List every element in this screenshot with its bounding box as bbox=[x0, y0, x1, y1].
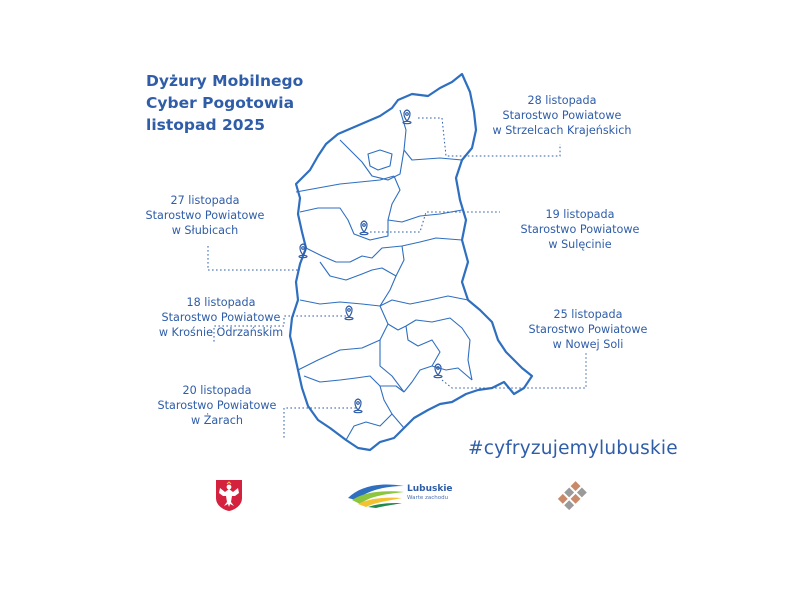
lubuskie-logo-name: Lubuskie bbox=[407, 484, 453, 494]
event-place: Starostwo Powiatowe bbox=[145, 209, 265, 222]
event-label-slubice bbox=[135, 193, 275, 238]
event-city: w Nowej Soli bbox=[552, 338, 624, 351]
hashtag: #cyfryzujemylubuskie bbox=[468, 438, 678, 459]
event-city: w Żarach bbox=[191, 414, 243, 427]
lubuskie-logo-tagline: Warte zachodu bbox=[407, 495, 449, 501]
event-city: w Strzelcach Krajeńskich bbox=[492, 124, 632, 137]
event-label-sulecin bbox=[505, 207, 655, 252]
event-label-krosno bbox=[146, 295, 296, 340]
event-label-nowa-sol bbox=[513, 307, 663, 352]
cyber-partner-logo-icon bbox=[556, 480, 588, 512]
pin-icon-sulecin bbox=[360, 221, 368, 235]
event-place: Starostwo Powiatowe bbox=[520, 223, 640, 236]
location-pins bbox=[299, 110, 442, 413]
event-label-strzelce bbox=[487, 93, 637, 138]
event-place: Starostwo Powiatowe bbox=[502, 109, 622, 122]
event-place: Starostwo Powiatowe bbox=[161, 311, 281, 324]
pin-icon-strzelce bbox=[403, 110, 411, 124]
pin-icon-krosno bbox=[345, 306, 353, 320]
title-line-1: Dyżury Mobilnego bbox=[146, 72, 304, 90]
event-city: w Sulęcinie bbox=[548, 238, 612, 251]
title-line-3: listopad 2025 bbox=[146, 116, 266, 134]
lubuskie-logo-icon bbox=[346, 478, 406, 508]
pin-icon-slubice bbox=[299, 244, 307, 258]
event-date: 19 listopada bbox=[545, 208, 615, 221]
event-label-zary bbox=[142, 383, 292, 428]
event-place: Starostwo Powiatowe bbox=[528, 323, 648, 336]
event-date: 25 listopada bbox=[553, 308, 623, 321]
event-date: 28 listopada bbox=[527, 94, 597, 107]
event-date: 18 listopada bbox=[186, 296, 256, 309]
event-date: 27 listopada bbox=[170, 194, 240, 207]
polish-eagle-emblem-icon bbox=[214, 478, 244, 512]
title-line-2: Cyber Pogotowia bbox=[146, 94, 295, 112]
pin-icon-nowa-sol bbox=[434, 364, 442, 378]
event-date: 20 listopada bbox=[182, 384, 252, 397]
event-city: w Słubicach bbox=[171, 224, 239, 237]
event-city: w Krośnie Odrzańskim bbox=[158, 326, 284, 339]
event-place: Starostwo Powiatowe bbox=[157, 399, 277, 412]
pin-icon-zary bbox=[354, 399, 362, 413]
district-boundaries bbox=[296, 110, 472, 440]
